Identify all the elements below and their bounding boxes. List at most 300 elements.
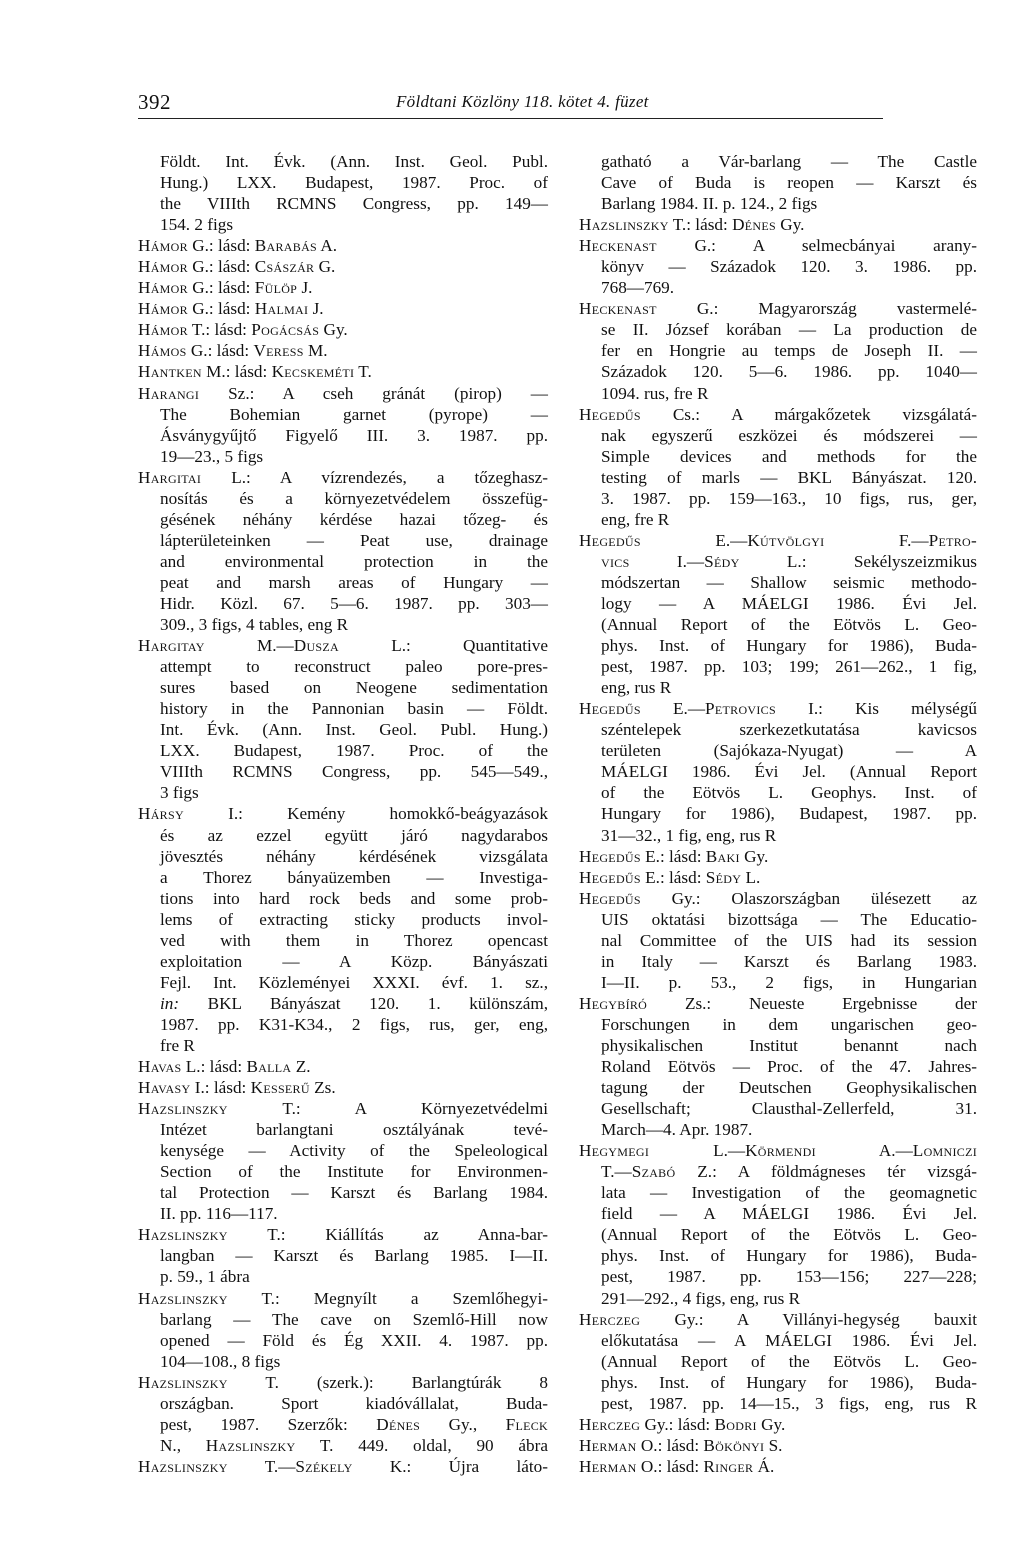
author-name: Hazslinszky bbox=[138, 1372, 228, 1392]
entry-text: G. bbox=[314, 257, 336, 277]
entry-text: L. bbox=[741, 867, 761, 887]
entry-continuation-line bbox=[579, 1351, 977, 1372]
entry-text: Zs. bbox=[309, 1078, 336, 1098]
author-name: Dusza bbox=[293, 636, 339, 656]
entry-text: E.: lásd: bbox=[640, 846, 706, 866]
author-name: Petro- bbox=[928, 530, 978, 550]
entry-continuation-line bbox=[579, 488, 977, 509]
entry-text: L.— bbox=[649, 1141, 746, 1161]
entry-text: J. bbox=[297, 278, 313, 298]
entry-text: F.— bbox=[824, 530, 929, 550]
entry-text: tions into hard rock beds and some prob- bbox=[160, 888, 548, 908]
entry-continuation-line bbox=[579, 1224, 977, 1245]
author-name: Dénes bbox=[376, 1414, 421, 1434]
entry-continuation-line bbox=[138, 1393, 548, 1414]
entry-text: Gy. bbox=[319, 320, 348, 340]
author-name: Hantken bbox=[138, 362, 202, 382]
entry-heading-line bbox=[579, 214, 977, 235]
entry-text: Intézet barlangtani osztályának tevé- bbox=[160, 1120, 548, 1140]
author-name: Fleck bbox=[505, 1414, 548, 1434]
entry-heading-line bbox=[138, 1288, 548, 1309]
entry-continuation-line bbox=[579, 1056, 977, 1077]
entry-text: I—II. p. 53., 2 figs, in Hungarian bbox=[601, 972, 977, 992]
author-name: Székely bbox=[295, 1456, 353, 1476]
entry-text: J. bbox=[308, 299, 324, 319]
author-name: Hazslinszky bbox=[138, 1099, 228, 1119]
entry-text: UIS oktatási bizottsága — The Educatio- bbox=[601, 909, 977, 929]
entry-text: Roland Eötvös — Proc. of the 47. Jahres- bbox=[601, 1057, 977, 1077]
entry-continuation-line bbox=[138, 446, 548, 467]
entry-text: (Annual Report of the Eötvös L. Geo- bbox=[601, 1225, 977, 1245]
entry-continuation-line bbox=[138, 1161, 548, 1182]
entry-text: A. bbox=[317, 236, 338, 256]
entry-text: lápterületeinken — Peat use, drainage bbox=[160, 530, 548, 550]
entry-continuation-line bbox=[579, 151, 977, 172]
entry-text: G.: A selmecbányai arany- bbox=[656, 236, 977, 256]
entry-continuation-line bbox=[138, 1351, 548, 1372]
entry-continuation-line bbox=[138, 1435, 548, 1456]
entry-continuation-line bbox=[579, 572, 977, 593]
entry-continuation-line bbox=[138, 846, 548, 867]
entry-heading-line bbox=[579, 1414, 977, 1435]
author-name: Hámor bbox=[138, 278, 188, 298]
author-name: Harangi bbox=[138, 383, 200, 403]
entry-text: Hungary for 1986), Budapest, 1987. pp. bbox=[601, 804, 977, 824]
entry-continuation-line bbox=[579, 782, 977, 803]
author-name: Havas bbox=[138, 1057, 182, 1077]
entry-text: I.— bbox=[629, 551, 705, 571]
entry-text: könyv — Századok 120. 3. 1986. pp. bbox=[601, 257, 977, 277]
entry-continuation-line bbox=[138, 1245, 548, 1266]
entry-text: p. 59., 1 ábra bbox=[160, 1267, 250, 1287]
entry-continuation-line bbox=[579, 909, 977, 930]
entry-text: és az ezzel együtt járó nagydarabos bbox=[160, 825, 548, 845]
entry-continuation-line bbox=[138, 740, 548, 761]
entry-text: Ásványgyűjtő Figyelő III. 3. 1987. pp. bbox=[160, 425, 548, 445]
entry-continuation-line bbox=[138, 1203, 548, 1224]
entry-text: The Bohemian garnet (pyrope) — bbox=[160, 404, 548, 424]
entry-text: jövesztés néhány kérdésének vizsgálata bbox=[160, 846, 548, 866]
entry-text: testing of marls — BKL Bányászat. 120. bbox=[601, 467, 977, 487]
entry-continuation-line bbox=[579, 383, 977, 404]
entry-continuation-line bbox=[579, 1372, 977, 1393]
entry-heading-line bbox=[579, 1140, 977, 1161]
entry-continuation-line bbox=[138, 193, 548, 214]
author-name: Hegymegi bbox=[579, 1141, 650, 1161]
entry-text: in Italy — Karszt és Barlang 1983. bbox=[601, 951, 977, 971]
entry-text: langban — Karszt és Barlang 1985. I—II. bbox=[160, 1246, 548, 1266]
entry-text: physikalischen Institut benannt nach bbox=[601, 1035, 977, 1055]
entry-heading-line bbox=[579, 530, 977, 551]
entry-text: I.: Kis mélységű bbox=[775, 699, 978, 719]
entry-continuation-line bbox=[138, 698, 548, 719]
entry-continuation-line bbox=[579, 719, 977, 740]
entry-heading-line bbox=[138, 1372, 548, 1393]
entry-text: Cave of Buda is reopen — Karszt és bbox=[601, 173, 977, 193]
entry-heading-line bbox=[138, 340, 548, 361]
entry-text: pest, 1987. pp. 103; 199; 261—262., 1 fig, bbox=[601, 657, 977, 677]
entry-heading-line bbox=[579, 846, 977, 867]
entry-continuation-line bbox=[579, 972, 977, 993]
entry-text: Hung.) LXX. Budapest, 1987. Proc. of bbox=[160, 173, 548, 193]
author-name: Hargitay bbox=[138, 636, 205, 656]
entry-heading-line bbox=[138, 1224, 548, 1245]
entry-text: Gy. bbox=[739, 846, 769, 866]
author-name: Petrovics bbox=[705, 699, 776, 719]
entry-text: tagung der Deutschen Geophysikalischen bbox=[601, 1078, 977, 1098]
entry-continuation-line bbox=[579, 656, 977, 677]
entry-heading-line bbox=[138, 635, 548, 656]
author-name: Sédy bbox=[704, 551, 740, 571]
entry-heading-line bbox=[138, 803, 548, 824]
entry-continuation-line bbox=[138, 530, 548, 551]
entry-text: 768—769. bbox=[601, 278, 675, 298]
entry-text: nosítás és a környezetvédelem összefüg- bbox=[160, 488, 548, 508]
entry-text: területen (Sajókaza-Nyugat) — A bbox=[601, 741, 977, 761]
entry-text: L.: Sekélyszeizmikus bbox=[739, 551, 977, 571]
entry-text: kenysége — Activity of the Speleological bbox=[160, 1141, 548, 1161]
author-name: Hegedűs bbox=[579, 867, 641, 887]
entry-text: G.: lásd: bbox=[187, 278, 255, 298]
entry-text: országban. Sport kiadóvállalat, Buda- bbox=[160, 1393, 548, 1413]
entry-text: előkutatása — A MÁELGI 1986. Évi Jel. bbox=[601, 1330, 977, 1350]
entry-text: E.: lásd: bbox=[640, 867, 706, 887]
entry-text: Zs.: Neueste Ergebnisse der bbox=[647, 993, 977, 1013]
entry-text: Fejl. Int. Közleményei XXXI. évf. 1. sz., bbox=[160, 972, 548, 992]
entry-text: T. bbox=[354, 362, 372, 382]
entry-heading-line bbox=[579, 993, 977, 1014]
entry-heading-line bbox=[138, 1098, 548, 1119]
entry-text: 309., 3 figs, 4 tables, eng R bbox=[160, 615, 349, 635]
entry-heading-line bbox=[138, 361, 548, 382]
entry-text: Gy.: lásd: bbox=[640, 1414, 715, 1434]
entry-continuation-line bbox=[138, 719, 548, 740]
entry-text: T. 449. oldal, 90 ábra bbox=[295, 1435, 548, 1455]
author-name: Hazslinszky bbox=[138, 1225, 228, 1245]
entry-text: eng, rus R bbox=[601, 678, 672, 698]
entry-continuation-line bbox=[579, 256, 977, 277]
author-name: Körmendi bbox=[745, 1141, 816, 1161]
entry-text: T.— bbox=[227, 1456, 296, 1476]
entry-continuation-line bbox=[579, 425, 977, 446]
entry-text: T.: lásd: bbox=[668, 215, 733, 235]
entry-text: M.: lásd: bbox=[201, 362, 272, 382]
entry-continuation-line bbox=[138, 782, 548, 803]
entry-heading-line bbox=[579, 888, 977, 909]
entry-text: E.— bbox=[640, 530, 748, 550]
entry-continuation-line bbox=[579, 1098, 977, 1119]
author-name: Herczeg bbox=[579, 1309, 641, 1329]
entry-text: Simple devices and methods for the bbox=[601, 446, 977, 466]
entry-text: N., bbox=[160, 1435, 206, 1455]
entry-text: barlang — The cave on Szemlő-Hill now bbox=[160, 1309, 548, 1329]
entry-continuation-line bbox=[579, 1119, 977, 1140]
entry-text: pest, 1987. pp. 14—15., 3 figs, eng, rus R bbox=[601, 1393, 977, 1413]
entry-continuation-line bbox=[138, 1119, 548, 1140]
entry-continuation-line bbox=[579, 677, 977, 698]
author-name: Herman bbox=[579, 1435, 637, 1455]
entry-text: módszertan — Shallow seismic methodo- bbox=[601, 572, 977, 592]
author-name: Lomniczi bbox=[912, 1141, 977, 1161]
entry-continuation-line bbox=[138, 993, 548, 1014]
entry-text: gésének néhány kérdése hazai tőzeg- és bbox=[160, 509, 548, 529]
author-name: Herman bbox=[579, 1456, 637, 1476]
entry-continuation-line bbox=[579, 361, 977, 382]
entry-text: S. bbox=[764, 1435, 783, 1455]
journal-title: Földtani Közlöny 118. kötet 4. füzet bbox=[396, 92, 649, 111]
entry-heading-line bbox=[138, 319, 548, 340]
author-name: Dénes bbox=[732, 215, 776, 235]
entry-continuation-line bbox=[138, 867, 548, 888]
entry-continuation-line bbox=[579, 1245, 977, 1266]
entry-continuation-line bbox=[579, 277, 977, 298]
author-name: Hársy bbox=[138, 804, 184, 824]
entry-heading-line bbox=[138, 1077, 548, 1098]
entry-continuation-line bbox=[579, 1393, 977, 1414]
entry-text: Gy. bbox=[756, 1414, 786, 1434]
author-name: Hegedűs bbox=[579, 888, 641, 908]
entry-text: (Annual Report of the Eötvös L. Geo- bbox=[601, 615, 977, 635]
entry-text: peat and marsh areas of Hungary — bbox=[160, 572, 548, 592]
entry-text: eng, fre R bbox=[601, 509, 670, 529]
entry-text: Barlang 1984. II. p. 124., 2 figs bbox=[601, 194, 818, 214]
author-name: Hazslinszky bbox=[205, 1435, 296, 1455]
entry-heading-line bbox=[579, 298, 977, 319]
entry-text: T.: Megnyílt a Szemlőhegyi- bbox=[227, 1288, 548, 1308]
entry-text: A.— bbox=[815, 1141, 913, 1161]
entry-text: gatható a Vár-barlang — The Castle bbox=[601, 152, 977, 171]
entry-text: 1987. pp. K31-K34., 2 figs, rus, ger, eng, bbox=[160, 1014, 548, 1034]
author-name: Hargitai bbox=[138, 467, 202, 487]
entry-continuation-line bbox=[138, 1140, 548, 1161]
entry-text: pest, 1987. pp. 153—156; 227—228; bbox=[601, 1267, 977, 1287]
entry-continuation-line bbox=[579, 951, 977, 972]
entry-continuation-line bbox=[579, 340, 977, 361]
page-number: 392 bbox=[138, 90, 171, 114]
author-name: Hámor bbox=[138, 320, 188, 340]
entry-text: and environmental protection in the bbox=[160, 551, 548, 571]
entry-text: G.: Magyarország vastermelé- bbox=[656, 299, 977, 319]
author-name: Hegedűs bbox=[579, 699, 641, 719]
entry-continuation-line bbox=[138, 951, 548, 972]
entry-text: T.— bbox=[601, 1162, 632, 1182]
entry-text: MÁELGI 1986. Évi Jel. (Annual Report bbox=[601, 762, 977, 782]
entry-text: G.: lásd: bbox=[187, 236, 255, 256]
author-name: Baki bbox=[705, 846, 740, 866]
entry-continuation-line bbox=[138, 909, 548, 930]
entry-text: T.: A Környezetvédelmi bbox=[227, 1099, 548, 1119]
entry-text: Cs.: A márgakőzetek vizsgálatá- bbox=[640, 404, 977, 424]
entry-text: nak egyszerű eszközei és módszerei — bbox=[601, 425, 977, 445]
italic-text: in: bbox=[160, 993, 180, 1013]
author-name: Hegedűs bbox=[579, 404, 641, 424]
entry-text: széntelepek szerkezetkutatása kavicsos bbox=[601, 720, 977, 740]
author-name: Kecskeméti bbox=[271, 362, 355, 382]
entry-text: sures based on Neogene sedimentation bbox=[160, 678, 548, 698]
right-column bbox=[579, 151, 977, 1477]
entry-text: Századok 120. 5—6. 1986. pp. 1040— bbox=[601, 362, 977, 382]
author-name: Pogácsás bbox=[251, 320, 320, 340]
entry-text: Int. Évk. (Ann. Inst. Geol. Publ. Hung.) bbox=[160, 720, 548, 740]
entry-heading-line bbox=[138, 1456, 548, 1477]
entry-heading-line bbox=[138, 467, 548, 488]
entry-continuation-line bbox=[579, 1288, 977, 1309]
author-name: Hámor bbox=[138, 236, 188, 256]
entry-continuation-line bbox=[579, 1266, 977, 1287]
entry-continuation-line bbox=[579, 551, 977, 572]
author-name: Szabó bbox=[631, 1162, 676, 1182]
entry-continuation-line bbox=[579, 1014, 977, 1035]
entry-heading-line bbox=[138, 298, 548, 319]
entry-text: fre R bbox=[160, 1035, 195, 1055]
entry-continuation-line bbox=[579, 930, 977, 951]
entry-text: nal Committee of the UIS had its session bbox=[601, 930, 977, 950]
author-name: Kútvölgyi bbox=[747, 530, 825, 550]
entry-continuation-line bbox=[579, 509, 977, 530]
entry-text: G.: lásd: bbox=[187, 299, 255, 319]
entry-continuation-line bbox=[579, 593, 977, 614]
entry-text: 1094. rus, fre R bbox=[601, 383, 709, 403]
entry-text: Gy. bbox=[775, 215, 805, 235]
entry-text: Z.: A földmágneses tér vizsgá- bbox=[675, 1162, 977, 1182]
entry-text: L.: Quantitative bbox=[339, 636, 548, 656]
author-name: Kesserű bbox=[250, 1078, 310, 1098]
entry-text: O.: lásd: bbox=[636, 1456, 704, 1476]
entry-text: 104—108., 8 figs bbox=[160, 1351, 281, 1371]
entry-continuation-line bbox=[138, 761, 548, 782]
entry-text: tal Protection — Karszt és Barlang 1984. bbox=[160, 1183, 548, 1203]
entry-text: logy — A MÁELGI 1986. Évi Jel. bbox=[601, 593, 977, 613]
entry-text: T.: Kiállítás az Anna-bar- bbox=[227, 1225, 548, 1245]
author-name: Veress bbox=[253, 341, 304, 361]
entry-continuation-line bbox=[138, 888, 548, 909]
entry-text: phys. Inst. of Hungary for 1986), Buda- bbox=[601, 1246, 977, 1266]
entry-text: L.: A vízrendezés, a tőzeghasz- bbox=[201, 467, 548, 487]
entry-text: Section of the Institute for Environmen- bbox=[160, 1162, 548, 1182]
entry-text: LXX. Budapest, 1987. Proc. of the bbox=[160, 741, 548, 761]
author-name: Hámos bbox=[138, 341, 187, 361]
entry-text: field — A MÁELGI 1986. Évi Jel. bbox=[601, 1204, 977, 1224]
author-name: Sédy bbox=[705, 867, 742, 887]
entry-continuation-line bbox=[579, 825, 977, 846]
entry-text: lata — Investigation of the geomagnetic bbox=[601, 1183, 977, 1203]
entry-text: L.: lásd: bbox=[181, 1057, 247, 1077]
entry-continuation-line bbox=[579, 1035, 977, 1056]
entry-text: 154. 2 figs bbox=[160, 215, 234, 235]
entry-continuation-line bbox=[579, 614, 977, 635]
entry-text: opened — Föld és Ég XXII. 4. 1987. pp. bbox=[160, 1330, 548, 1350]
entry-continuation-line bbox=[579, 635, 977, 656]
entry-text: lems of extracting sticky products invol- bbox=[160, 909, 548, 929]
entry-heading-line bbox=[579, 235, 977, 256]
author-name: Hegybíró bbox=[579, 993, 648, 1013]
entry-text: Á. bbox=[753, 1456, 775, 1476]
entry-text: March—4. Apr. 1987. bbox=[601, 1120, 753, 1140]
entry-text: attempt to reconstruct paleo pore-pres- bbox=[160, 657, 548, 677]
entry-text: T. (szerk.): Barlangtúrák 8 bbox=[227, 1372, 548, 1392]
entry-text: E.— bbox=[640, 699, 706, 719]
entry-continuation-line bbox=[138, 1182, 548, 1203]
author-name: Halmai bbox=[254, 299, 309, 319]
entry-heading-line bbox=[579, 1435, 977, 1456]
entry-text: fer en Hongrie au temps de Joseph II. — bbox=[601, 341, 977, 361]
entry-heading-line bbox=[579, 1309, 977, 1330]
entry-text: se II. József korában — La production de bbox=[601, 320, 977, 340]
entry-continuation-line bbox=[579, 467, 977, 488]
entry-continuation-line bbox=[579, 803, 977, 824]
entry-text: phys. Inst. of Hungary for 1986), Buda- bbox=[601, 1372, 977, 1392]
entry-continuation-line bbox=[138, 677, 548, 698]
entry-continuation-line bbox=[138, 404, 548, 425]
entry-heading-line bbox=[579, 1456, 977, 1477]
entry-text: O.: lásd: bbox=[636, 1435, 704, 1455]
author-name: Császár bbox=[254, 257, 315, 277]
left-column bbox=[138, 151, 548, 1477]
entry-continuation-line bbox=[579, 761, 977, 782]
entry-text: Gy.: Olaszországban ülésezett az bbox=[640, 888, 977, 908]
entry-text: Z. bbox=[291, 1057, 311, 1077]
entry-text: 3. 1987. pp. 159—163., 10 figs, rus, ger, bbox=[601, 488, 977, 508]
entry-continuation-line bbox=[138, 972, 548, 993]
entry-continuation-line bbox=[138, 1014, 548, 1035]
author-name: Hámor bbox=[138, 299, 188, 319]
entry-continuation-line bbox=[138, 572, 548, 593]
entry-text: Földt. Int. Évk. (Ann. Inst. Geol. Publ. bbox=[160, 152, 548, 171]
entry-text: (Annual Report of the Eötvös L. Geo- bbox=[601, 1351, 977, 1371]
entry-continuation-line bbox=[138, 214, 548, 235]
entry-continuation-line bbox=[579, 193, 977, 214]
entry-text: G.: lásd: bbox=[187, 257, 255, 277]
entry-text: exploitation — A Közp. Bányászati bbox=[160, 951, 548, 971]
entry-text: K.: Újra láto- bbox=[352, 1456, 548, 1476]
author-name: Ringer bbox=[703, 1456, 754, 1476]
entry-text: 19—23., 5 figs bbox=[160, 446, 264, 466]
entry-continuation-line bbox=[579, 1330, 977, 1351]
author-name: Hazslinszky bbox=[579, 215, 669, 235]
author-name: Hegedűs bbox=[579, 846, 641, 866]
entry-continuation-line bbox=[138, 930, 548, 951]
entry-text: 31—32., 1 fig, eng, rus R bbox=[601, 825, 777, 845]
author-name: Hazslinszky bbox=[138, 1456, 228, 1476]
entry-continuation-line bbox=[138, 172, 548, 193]
entry-continuation-line bbox=[579, 1077, 977, 1098]
entry-continuation-line bbox=[138, 1330, 548, 1351]
entry-text: 291—292., 4 figs, eng, rus R bbox=[601, 1288, 801, 1308]
entry-continuation-line bbox=[138, 425, 548, 446]
author-name: Heckenast bbox=[579, 299, 657, 319]
entry-heading-line bbox=[138, 235, 548, 256]
entry-text: phys. Inst. of Hungary for 1986), Buda- bbox=[601, 636, 977, 656]
entry-text: a Thorez bányaüzemben — Investiga- bbox=[160, 867, 548, 887]
entry-continuation-line bbox=[579, 1182, 977, 1203]
entry-continuation-line bbox=[579, 172, 977, 193]
author-name: Barabás bbox=[254, 236, 318, 256]
entry-heading-line bbox=[138, 1056, 548, 1077]
entry-continuation-line bbox=[579, 319, 977, 340]
author-name: Hegedűs bbox=[579, 530, 641, 550]
entry-text: of the Eötvös L. Geophys. Inst. of bbox=[601, 783, 977, 803]
author-name: Bodri bbox=[714, 1414, 757, 1434]
author-name: Havasy bbox=[138, 1078, 191, 1098]
entry-text: BKL Bányászat 120. 1. különszám, bbox=[179, 993, 548, 1013]
entry-continuation-line bbox=[579, 1161, 977, 1182]
entry-continuation-line bbox=[138, 1035, 548, 1056]
entry-text: VIIIth RCMNS Congress, pp. 545—549., bbox=[160, 762, 548, 782]
entry-text: Sz.: A cseh gránát (pirop) — bbox=[199, 383, 548, 403]
entry-text: Gesellschaft; Clausthal-Zellerfeld, 31. bbox=[601, 1099, 977, 1119]
entry-continuation-line bbox=[138, 1414, 548, 1435]
entry-heading-line bbox=[138, 383, 548, 404]
